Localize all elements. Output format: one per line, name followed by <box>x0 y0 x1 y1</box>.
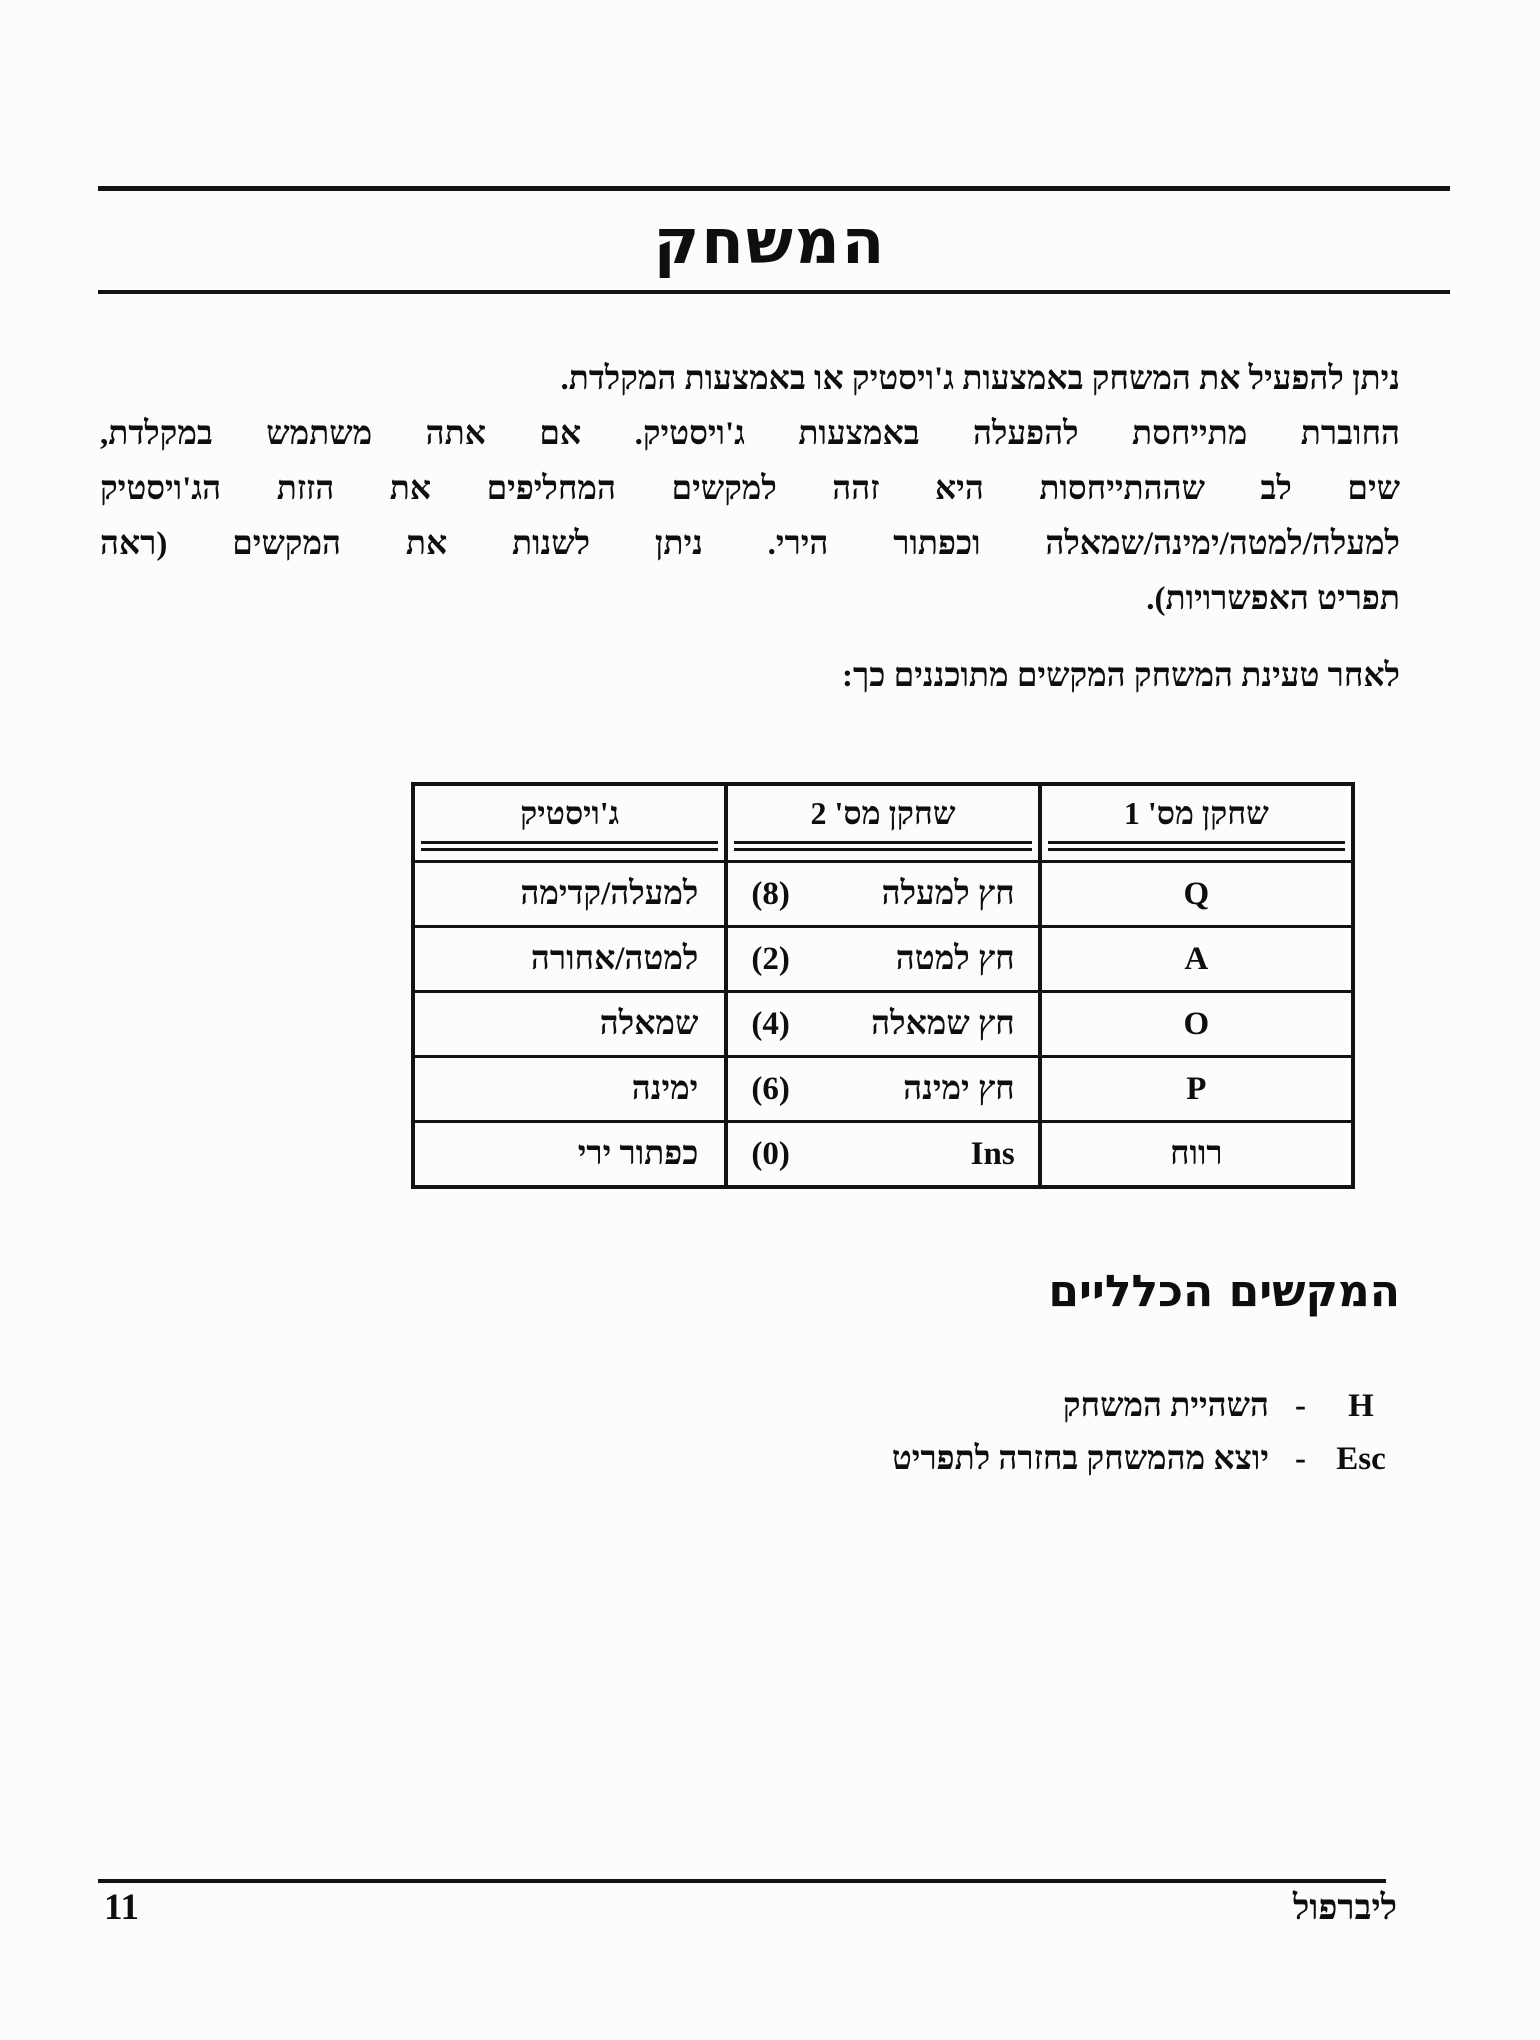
table-row <box>413 992 1353 1057</box>
cell-joystick: כפתור ירי <box>413 1122 726 1188</box>
page-title: המשחק <box>653 205 887 278</box>
key-label: Esc <box>1336 1441 1386 1477</box>
key-row <box>892 1433 1400 1486</box>
col-header-joystick <box>413 784 726 862</box>
cell-player1: A <box>1040 927 1353 992</box>
double-rule <box>734 841 1031 851</box>
cell-player2-key: (2) <box>751 940 790 977</box>
double-rule <box>1048 841 1345 851</box>
table-row <box>413 927 1353 992</box>
paragraph-line: ניתן להפעיל את המשחק באמצעות ג'ויסטיק או באמצעות המקלדת. <box>560 361 1400 397</box>
key-label: H <box>1348 1388 1374 1424</box>
footer-rule <box>98 1879 1386 1883</box>
cell-joystick: למטה/אחורה <box>413 927 726 992</box>
cell-joystick: שמאלה <box>413 992 726 1057</box>
cell-player2-action: חץ למעלה <box>881 875 1015 912</box>
table-row <box>413 1057 1353 1122</box>
cell-player1: P <box>1040 1057 1353 1122</box>
key-row <box>892 1380 1400 1433</box>
dash: - <box>1295 1441 1306 1477</box>
general-keys-list <box>892 1380 1400 1486</box>
cell-player2-key: (8) <box>751 875 790 912</box>
footer-book-title: ליברפול <box>1293 1888 1397 1927</box>
col-header-player1 <box>1040 784 1353 862</box>
col-header-label: ג'ויסטיק <box>520 795 620 831</box>
col-header-player2 <box>726 784 1039 862</box>
key-description: השהיית המשחק <box>1062 1388 1269 1424</box>
intro-paragraph <box>100 352 1400 627</box>
cell-player2-action: Ins <box>970 1135 1015 1172</box>
paragraph-line: החוברת מתייחסת להפעלה באמצעות ג'ויסטיק. אם אתה משתמש במקלדת, <box>100 416 1400 452</box>
cell-joystick: למעלה/קדימה <box>413 862 726 927</box>
paragraph-line: תפריט האפשרויות). <box>1146 581 1400 617</box>
table-row <box>413 1122 1353 1188</box>
table-header-row <box>413 784 1353 862</box>
cell-player2 <box>726 992 1039 1057</box>
controls-table <box>411 782 1355 1189</box>
section-heading: המקשים הכלליים <box>1048 1266 1400 1317</box>
cell-player2-action: חץ למטה <box>895 940 1015 977</box>
key-description: יוצא מהמשחק בחזרה לתפריט <box>891 1441 1269 1477</box>
cell-player2 <box>726 862 1039 927</box>
footer-page-number: 11 <box>104 1887 139 1928</box>
cell-player2-key: (4) <box>751 1005 790 1042</box>
top-rule <box>98 186 1450 191</box>
cell-player2-action: חץ ימינה <box>903 1070 1015 1107</box>
cell-player2-action: חץ שמאלה <box>871 1005 1015 1042</box>
paragraph-line: שים לב שההתייחסות היא זהה למקשים המחליפים את הזזת הג'ויסטיק <box>100 471 1400 507</box>
double-rule <box>421 841 718 851</box>
cell-player2 <box>726 927 1039 992</box>
dash: - <box>1295 1388 1306 1424</box>
cell-joystick: ימינה <box>413 1057 726 1122</box>
col-header-label: שחקן מס' 1 <box>1123 795 1269 831</box>
cell-player2 <box>726 1057 1039 1122</box>
cell-player1: Q <box>1040 862 1353 927</box>
cell-player2-key: (0) <box>751 1135 790 1172</box>
table-row <box>413 862 1353 927</box>
cell-player1: רווח <box>1040 1122 1353 1188</box>
table-intro-line: לאחר טעינת המשחק המקשים מתוכננים כך: <box>842 658 1400 694</box>
cell-player2 <box>726 1122 1039 1188</box>
cell-player2-key: (6) <box>751 1070 790 1107</box>
cell-player1: O <box>1040 992 1353 1057</box>
col-header-label: שחקן מס' 2 <box>810 795 956 831</box>
title-underline-rule <box>98 290 1450 294</box>
paragraph-line: למעלה/למטה/ימינה/שמאלה וכפתור הירי. ניתן לשנות את המקשים (ראה <box>100 526 1400 562</box>
